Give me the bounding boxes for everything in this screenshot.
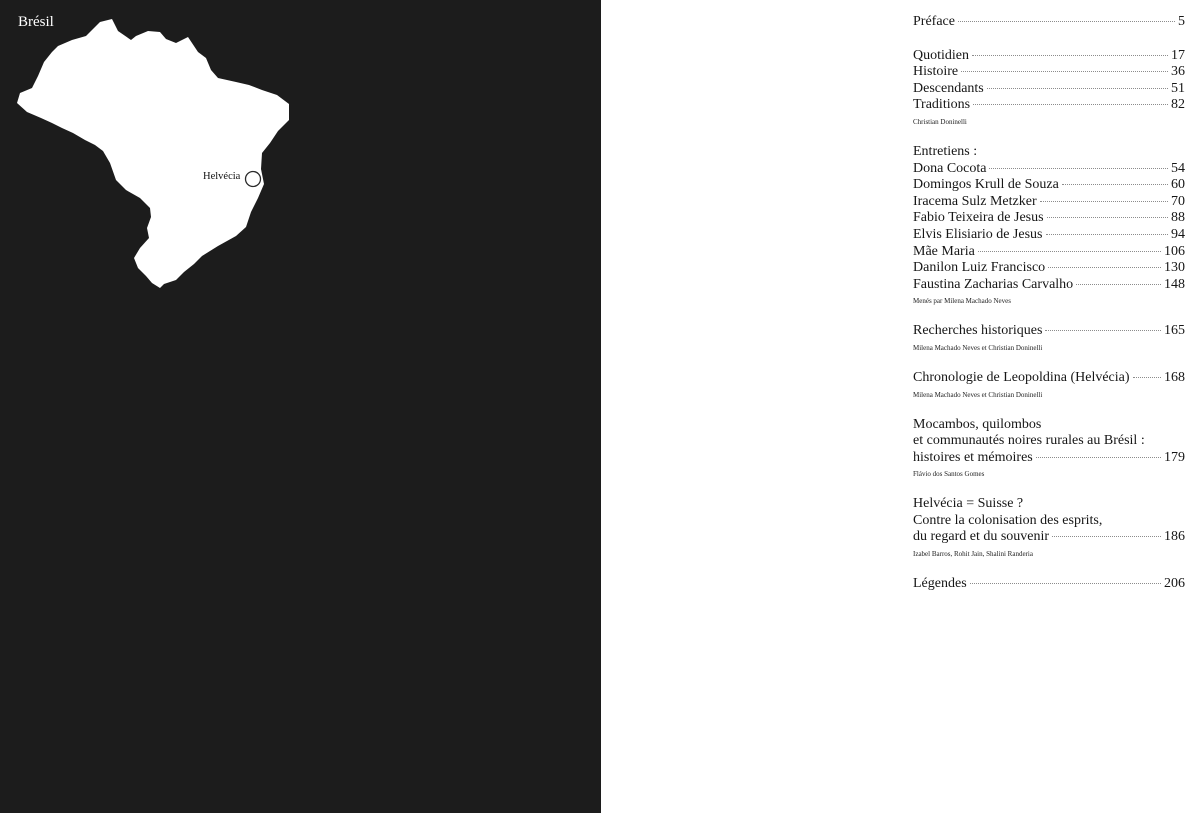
dot-leader	[1062, 184, 1168, 185]
brazil-outline	[17, 19, 289, 288]
entry-title: Domingos Krull de Souza	[913, 177, 1059, 193]
legendes-group	[913, 576, 1185, 593]
page-number: 88	[1171, 210, 1185, 226]
chronologie-group	[913, 370, 1185, 400]
entry-title-line: Contre la colonisation des esprits,	[913, 512, 1103, 528]
page-number: 179	[1164, 449, 1185, 465]
entry-title: Traditions	[913, 97, 971, 113]
entry-title: du regard et du souvenir	[913, 529, 1050, 545]
entry-title-line: et communautés noires rurales au Brésil :	[913, 433, 1145, 449]
entry-title: Histoire	[913, 64, 959, 80]
page-number: 17	[1171, 47, 1185, 63]
dot-leader	[973, 104, 1168, 105]
entry-title: Légendes	[913, 576, 967, 592]
toc-entry-interview[interactable]	[913, 210, 1185, 227]
helvecia-suisse-credit: Izabel Barros, Rohit Jain, Shalini Randeria	[913, 550, 1033, 559]
toc-entry-quotidien[interactable]	[913, 48, 1185, 65]
page-number: 54	[1171, 160, 1185, 176]
page-number: 148	[1164, 276, 1185, 292]
dot-leader	[958, 21, 1175, 22]
mocambos-group	[913, 417, 1185, 480]
dot-leader	[1076, 284, 1161, 285]
dot-leader	[1048, 267, 1161, 268]
dot-leader	[972, 55, 1168, 56]
entry-title: Quotidien	[913, 47, 969, 63]
page-number: 206	[1164, 576, 1185, 592]
location-marker	[246, 172, 261, 187]
chronologie-credit: Milena Machado Neves et Christian Doninelli	[913, 390, 1043, 399]
page-number: 168	[1164, 369, 1185, 385]
city-label: Helvécia	[203, 171, 241, 182]
entry-title: Dona Cocota	[913, 160, 987, 176]
entry-title: Elvis Elisiario de Jesus	[913, 226, 1043, 242]
entry-title: Préface	[913, 14, 955, 29]
interviews-heading: Entretiens :	[913, 143, 978, 159]
dot-leader	[1046, 234, 1169, 235]
helvecia-suisse-group	[913, 496, 1185, 559]
toc-entry-interview[interactable]	[913, 227, 1185, 244]
toc-entry-interview[interactable]	[913, 194, 1185, 211]
toc-entry-interview[interactable]	[913, 277, 1185, 294]
toc-entry-interview[interactable]	[913, 177, 1185, 194]
entry-title: Faustina Zacharias Carvalho	[913, 276, 1074, 292]
dot-leader	[1040, 201, 1168, 202]
toc-entry-recherches[interactable]	[913, 323, 1185, 340]
recherches-credit: Milena Machado Neves et Christian Doninelli	[913, 343, 1043, 352]
page-number: 51	[1171, 80, 1185, 96]
dot-leader	[989, 168, 1168, 169]
entry-title: Chronologie de Leopoldina (Helvécia)	[913, 369, 1130, 385]
page-number: 70	[1171, 193, 1185, 209]
page-number: 82	[1171, 97, 1185, 113]
dot-leader	[1133, 377, 1161, 378]
dot-leader	[1045, 330, 1161, 331]
toc-entry-descendants[interactable]	[913, 81, 1185, 98]
toc-entry-helvecia-suisse[interactable]	[913, 529, 1185, 546]
page-number: 106	[1164, 243, 1185, 259]
dot-leader	[1036, 457, 1161, 458]
chapters-group	[913, 48, 1185, 127]
dot-leader	[978, 251, 1161, 252]
page-number: 186	[1164, 529, 1185, 545]
page-number: 36	[1171, 64, 1185, 80]
dot-leader	[987, 88, 1168, 89]
toc-entry-legendes[interactable]	[913, 576, 1185, 593]
toc-entry-preface[interactable]	[913, 14, 1185, 31]
dot-leader	[970, 583, 1161, 584]
recherches-group	[913, 323, 1185, 353]
country-label: Brésil	[18, 14, 54, 30]
page-number: 5	[1178, 14, 1185, 29]
interviews-group	[913, 144, 1185, 306]
toc-entry-histoire[interactable]	[913, 64, 1185, 81]
entry-title: Recherches historiques	[913, 323, 1043, 339]
entry-title: Fabio Teixeira de Jesus	[913, 210, 1044, 226]
toc-entry-interview[interactable]	[913, 244, 1185, 261]
entry-title: Iracema Sulz Metzker	[913, 193, 1037, 209]
table-of-contents	[913, 14, 1185, 593]
dot-leader	[1052, 536, 1161, 537]
interviews-credit: Menés par Milena Machado Neves	[913, 297, 1011, 306]
toc-entry-interview[interactable]	[913, 260, 1185, 277]
entry-title-line: Helvécia = Suisse ?	[913, 496, 1024, 512]
entry-title: Danilon Luiz Francisco	[913, 260, 1046, 276]
toc-entry-interview[interactable]	[913, 161, 1185, 178]
toc-entry-traditions[interactable]	[913, 97, 1185, 114]
toc-entry-chronologie[interactable]	[913, 370, 1185, 387]
entry-title: Mãe Maria	[913, 243, 975, 259]
page-number: 94	[1171, 226, 1185, 242]
entry-title-line: Mocambos, quilombos	[913, 416, 1042, 432]
chapters-credit: Christian Doninelli	[913, 117, 967, 126]
entry-title: histoires et mémoires	[913, 449, 1033, 465]
dot-leader	[961, 71, 1168, 72]
entry-title: Descendants	[913, 80, 984, 96]
dot-leader	[1047, 217, 1168, 218]
mocambos-credit: Flávio dos Santos Gomes	[913, 470, 985, 479]
toc-entry-mocambos[interactable]	[913, 450, 1185, 467]
page-number: 60	[1171, 177, 1185, 193]
page-number: 130	[1164, 260, 1185, 276]
page-number: 165	[1164, 323, 1185, 339]
